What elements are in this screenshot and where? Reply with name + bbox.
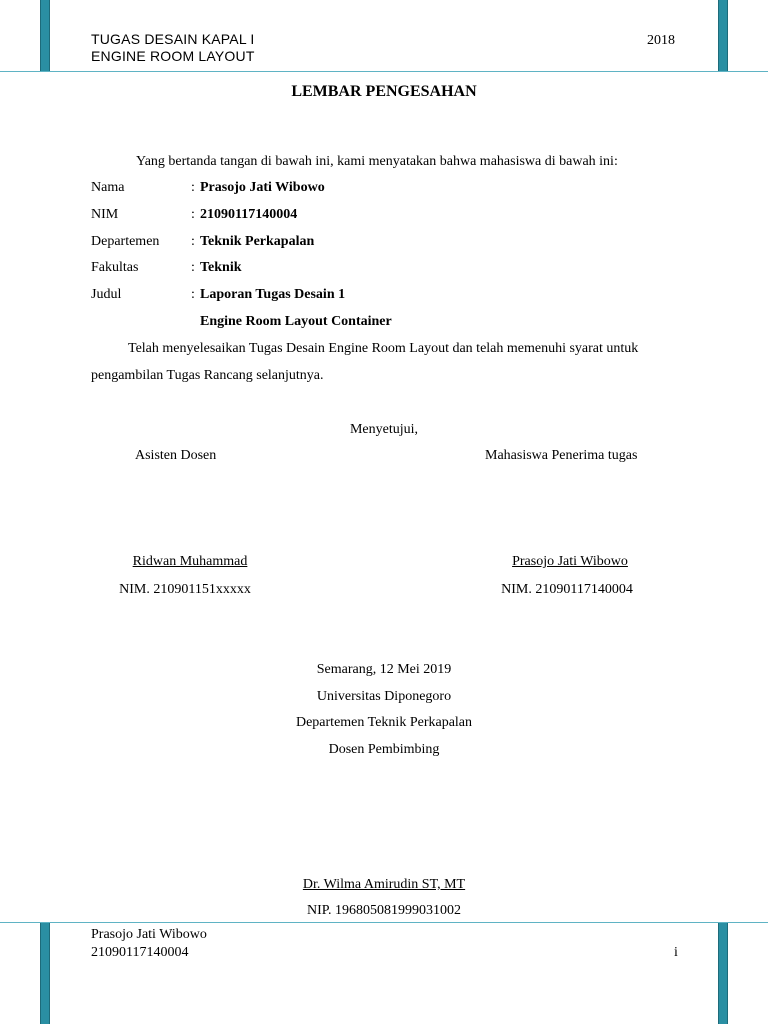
footer-author-id: 21090117140004 <box>91 945 189 960</box>
field-separator: : <box>191 207 195 222</box>
header-subtitle: ENGINE ROOM LAYOUT <box>91 48 255 64</box>
field-value-fakultas: Teknik <box>200 260 242 275</box>
field-value-judul: Laporan Tugas Desain 1 <box>200 287 346 302</box>
page-title: LEMBAR PENGESAHAN <box>291 83 477 100</box>
field-separator: : <box>191 287 195 302</box>
bottom-right-border-bar <box>718 923 728 1024</box>
field-label-nim: NIM <box>91 207 119 222</box>
field-value-nama: Prasojo Jati Wibowo <box>200 180 325 195</box>
field-separator: : <box>191 260 195 275</box>
left-signer-name: Ridwan Muhammad <box>132 554 248 569</box>
top-right-border-bar <box>718 0 728 72</box>
field-label-fakultas: Fakultas <box>91 260 139 275</box>
header-year: 2018 <box>647 33 675 48</box>
supervisor-role: Dosen Pembimbing <box>328 742 440 757</box>
header-course-title: TUGAS DESAIN KAPAL I <box>91 31 255 47</box>
field-value-nim: 21090117140004 <box>200 207 298 222</box>
intro-text: Yang bertanda tangan di bawah ini, kami menyatakan bahwa mahasiswa di bawah ini: <box>136 154 618 169</box>
field-value-departemen: Teknik Perkapalan <box>200 234 315 249</box>
left-signer-id: NIM. 210901151xxxxx <box>119 582 251 597</box>
department-name: Departemen Teknik Perkapalan <box>295 715 473 730</box>
field-label-judul: Judul <box>91 287 122 302</box>
right-signer-id: NIM. 21090117140004 <box>501 582 633 597</box>
statement-line-1: Telah menyelesaikan Tugas Desain Engine Room Layout dan telah memenuhi syarat untuk <box>128 341 639 356</box>
approval-heading: Menyetujui, <box>349 422 419 437</box>
supervisor-nip: NIP. 196805081999031002 <box>306 903 461 918</box>
right-signer-role: Mahasiswa Penerima tugas <box>485 448 638 463</box>
top-left-border-bar <box>40 0 50 72</box>
field-separator: : <box>191 234 195 249</box>
field-label-nama: Nama <box>91 180 125 195</box>
statement-line-2: pengambilan Tugas Rancang selanjutnya. <box>91 368 324 383</box>
bottom-left-border-bar <box>40 923 50 1024</box>
supervisor-name: Dr. Wilma Amirudin ST, MT <box>302 877 466 892</box>
field-label-departemen: Departemen <box>91 234 160 249</box>
place-date: Semarang, 12 Mei 2019 <box>316 662 452 677</box>
right-signer-name: Prasojo Jati Wibowo <box>512 554 628 569</box>
left-signer-role: Asisten Dosen <box>135 448 217 463</box>
university-name: Universitas Diponegoro <box>316 689 452 704</box>
footer-author-name: Prasojo Jati Wibowo <box>91 927 207 942</box>
field-value-judul-line2: Engine Room Layout Container <box>200 314 392 329</box>
page-number: i <box>674 945 678 960</box>
footer-rule <box>0 922 768 923</box>
header-rule <box>0 71 768 72</box>
field-separator: : <box>191 180 195 195</box>
